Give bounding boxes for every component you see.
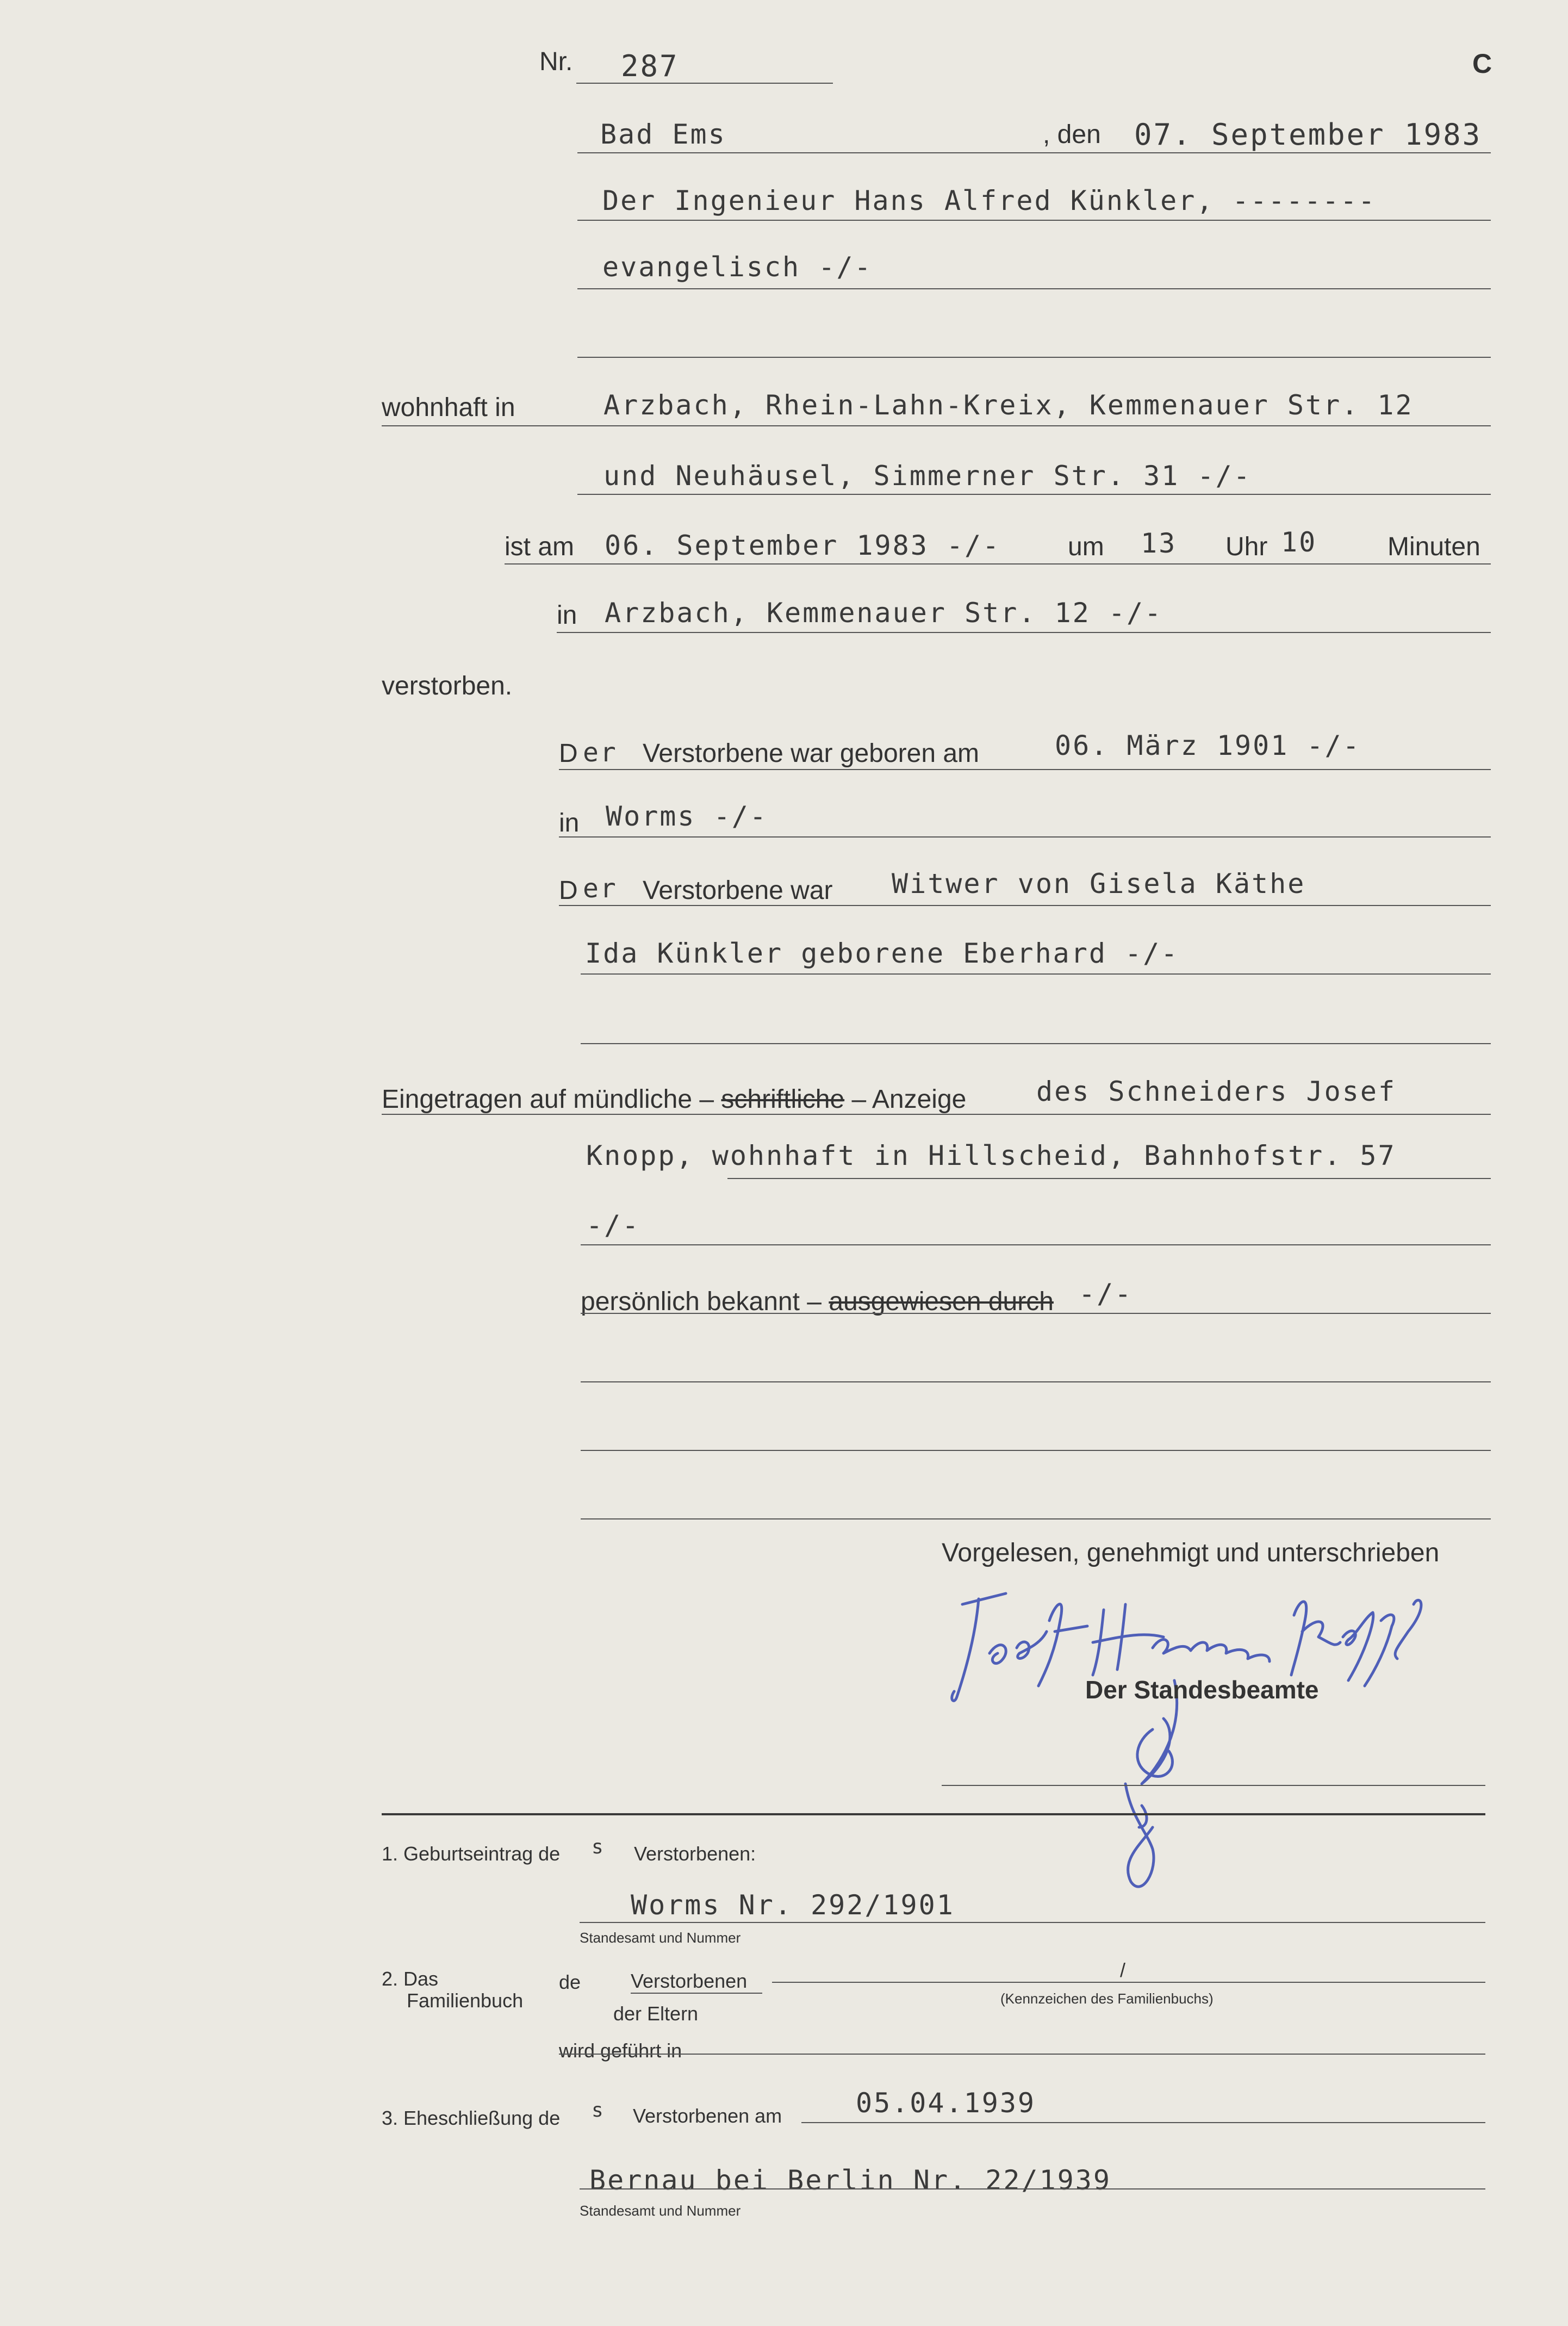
item2-de: de (559, 1971, 581, 1993)
birth-label: Verstorbene war geboren am (643, 739, 980, 768)
registration-date: 07. September 1983 (1134, 117, 1482, 152)
rule (382, 1114, 1491, 1115)
registrar-label: Der Standesbeamte (1085, 1676, 1319, 1704)
page-letter: C (1472, 48, 1492, 79)
rule (559, 836, 1491, 838)
address-line1: Arzbach, Rhein-Lahn-Kreix, Kemmenauer Str. 12 (603, 389, 1414, 421)
verstorben-label: verstorben. (382, 672, 513, 700)
item1-label2: Verstorbenen: (634, 1843, 756, 1865)
rule (942, 1785, 1485, 1786)
informant-signature (946, 1588, 1484, 1914)
marital-label: Verstorbene war (643, 876, 833, 905)
informant-line2: Knopp, wohnhaft in Hillscheid, Bahnhofstr. 57 (586, 1140, 1396, 1171)
address-line2: und Neuhäusel, Simmerner Str. 31 -/- (603, 460, 1252, 492)
item2-wird: wird geführt in (559, 2039, 682, 2062)
known-label: persönlich bekannt – ausgewiesen durch (581, 1287, 1054, 1316)
item2-label-b: Familienbuch (407, 1989, 524, 2012)
rule (581, 1043, 1491, 1044)
rule (772, 1982, 1485, 1983)
marital-line1: Witwer von Gisela Käthe (892, 868, 1306, 900)
rule (557, 632, 1491, 633)
rule (577, 494, 1491, 495)
rule (801, 2122, 1485, 2123)
item3-label: 3. Eheschließung de (382, 2107, 561, 2129)
informant-line1: des Schneiders Josef (1036, 1076, 1397, 1107)
item3-standesamt-label: Standesamt und Nummer (580, 2203, 741, 2219)
item2-eltern: der Eltern (613, 2002, 699, 2025)
religion-line: evangelisch -/- (602, 251, 873, 283)
rule (581, 1313, 1491, 1314)
deceased-name-line: Der Ingenieur Hans Alfred Künkler, -------- (602, 185, 1377, 216)
item3-s: s (592, 2099, 605, 2122)
rule (631, 1993, 762, 1994)
rule (559, 905, 1491, 906)
den-label: , den (1043, 120, 1101, 149)
rule (559, 2054, 1485, 2055)
minuten-label: Minuten (1387, 532, 1480, 561)
rule (581, 973, 1491, 975)
item3-label2: Verstorbenen am (633, 2105, 782, 2127)
birth-der-d: D (559, 739, 578, 768)
rule (580, 1922, 1485, 1923)
rule (505, 563, 1491, 565)
ist-am-label: ist am (505, 532, 575, 561)
birth-date: 06. März 1901 -/- (1055, 730, 1361, 761)
wohnhaft-label: wohnhaft in (382, 393, 515, 422)
rule (580, 2188, 1485, 2189)
item2-label-a: 2. Das (382, 1968, 439, 1990)
nr-value: 287 (621, 49, 679, 83)
rule (382, 425, 1491, 426)
item2-slash: / (1120, 1959, 1126, 1981)
rule (577, 220, 1491, 221)
uhr-label: Uhr (1225, 532, 1268, 561)
death-date: 06. September 1983 -/- (605, 530, 1001, 561)
rule (559, 769, 1491, 770)
item3-date: 05.04.1939 (856, 2087, 1036, 2119)
marital-der-d: D (559, 876, 578, 905)
rule (577, 288, 1491, 289)
rule (577, 357, 1491, 358)
place-line (577, 152, 1491, 153)
marital-line2: Ida Künkler geborene Eberhard -/- (585, 938, 1179, 969)
item3-value: Bernau bei Berlin Nr. 22/1939 (589, 2164, 1111, 2196)
known-value: -/- (1079, 1278, 1133, 1310)
death-hour: 13 (1141, 528, 1177, 559)
item2-verstorbenen: Verstorbenen (631, 1970, 748, 1992)
item1-s: s (592, 1836, 605, 1858)
place-value: Bad Ems (600, 119, 726, 150)
nr-line (576, 83, 833, 84)
rule (727, 1178, 1491, 1179)
item1-label: 1. Geburtseintrag de (382, 1843, 561, 1865)
death-minutes: 10 (1281, 526, 1317, 558)
registration-label: Eingetragen auf mündliche – schriftliche – Anzeige (382, 1085, 967, 1114)
nr-label: Nr. (539, 47, 573, 76)
footer-separator (382, 1813, 1485, 1815)
rule (581, 1518, 1491, 1519)
informant-line3: -/- (586, 1209, 640, 1241)
item1-value: Worms Nr. 292/1901 (631, 1889, 955, 1921)
birth-place: Worms -/- (606, 801, 768, 832)
rule (581, 1381, 1491, 1382)
birth-der-er: er (583, 737, 618, 768)
marital-der-er: er (583, 873, 618, 904)
death-place: Arzbach, Kemmenauer Str. 12 -/- (605, 597, 1163, 629)
birth-in-label: in (559, 809, 580, 838)
item1-standesamt-label: Standesamt und Nummer (580, 1930, 741, 1946)
rule (581, 1450, 1491, 1451)
rule (581, 1244, 1491, 1245)
um-label: um (1068, 532, 1104, 561)
item2-kennzeichen: (Kennzeichen des Familienbuchs) (1000, 1990, 1214, 2007)
in-label: in (557, 601, 577, 630)
read-approved-label: Vorgelesen, genehmigt und unterschrieben (942, 1539, 1440, 1567)
